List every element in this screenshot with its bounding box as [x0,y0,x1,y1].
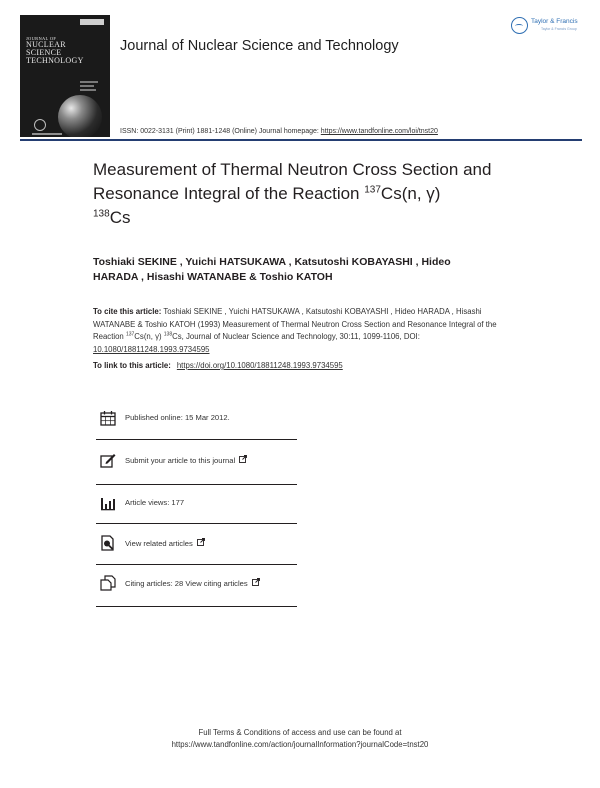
submit-article-text: Submit your article to this journal [125,456,236,465]
divider [96,564,297,565]
citing-articles-icon [100,575,116,591]
citing-articles-text: Citing articles: 28 View citing articles [125,579,248,588]
article-title-superscript-2: 138 [93,208,110,220]
society-seal-icon [34,119,46,131]
link-to-article-line [93,361,343,370]
divider [96,439,297,440]
cover-small-line: JOURNAL OF [26,36,57,41]
cover-title-line-2: SCIENCE [26,48,62,57]
taylor-francis-logo-icon [511,17,528,34]
citation-block [93,306,513,356]
journal-homepage-link[interactable]: https://www.tandfonline.com/loi/tnst20 [320,128,438,135]
journal-cover-image [20,15,110,137]
article-authors: Toshiaki SEKINE , Yuichi HATSUKAWA , Katsutoshi KOBAYASHI , Hideo HARADA , Hisashi WATANABE & Toshio KATOH [93,256,451,283]
citation-label: To cite this article: [93,307,162,316]
publisher-logo-sub: Taylor & Francis Group [541,27,577,31]
citing-articles-item[interactable] [96,573,297,597]
footer [0,727,600,751]
citation-text-a: Toshiaki SEKINE , Yuichi HATSUKAWA , Katsutoshi KOBAYASHI , Hideo HARADA , Hisashi WATANABE & Toshio KATOH (1993) Measurement of Thermal Neutron Cross Section and Resonance Integral of the Reaction [93,307,497,341]
article-title-text-c: Cs [109,208,131,227]
article-views-text: Article views: 177 [125,498,185,507]
published-online-text: Published online: 15 Mar 2012. [125,413,230,422]
article-title-superscript-1: 137 [364,184,381,196]
external-link-icon [197,538,205,546]
external-link-icon [239,455,247,463]
cover-title-line-1: NUCLEAR [26,40,66,49]
article-views-item [96,493,297,517]
citation-superscript-1: 137 [125,331,135,338]
citation-doi-link[interactable]: 10.1080/18811248.1993.9734595 [93,344,210,354]
issn-text: ISSN: 0022-3131 (Print) 1881-1248 (Online) Journal homepage: [120,128,321,135]
edit-icon [100,452,116,468]
issn-line [120,128,438,135]
footer-terms-text: Full Terms & Conditions of access and use can be found at [198,728,402,737]
citation-superscript-2: 138 [163,331,173,338]
article-doi-link[interactable]: https://doi.org/10.1080/18811248.1993.9734595 [176,361,343,370]
citation-text-c: Cs, Journal of Nuclear Science and Technology, 30:11, 1099-1106, DOI: [172,332,420,341]
article-title [93,158,553,230]
published-online-item [96,408,297,432]
citation-text-b: Cs(n, γ) [134,332,164,341]
calendar-icon [100,410,116,426]
divider [96,484,297,485]
link-to-article-label: To link to this article: [93,361,171,370]
divider [96,606,297,607]
header-divider [20,139,582,141]
cover-title-line-3: TECHNOLOGY [26,56,84,65]
publisher-logo-name: Taylor & Francis [531,18,578,25]
external-link-icon [252,578,260,586]
related-articles-icon [100,535,116,551]
footer-terms-link[interactable]: https://www.tandfonline.com/action/journalInformation?journalCode=tnst20 [171,740,429,749]
bar-chart-icon [100,495,116,511]
related-articles-item[interactable] [96,533,297,557]
related-articles-link[interactable] [125,538,205,548]
divider [96,523,297,524]
publisher-logo[interactable] [511,16,583,38]
related-articles-text: View related articles [125,539,193,548]
journal-title: Journal of Nuclear Science and Technology [120,38,399,54]
submit-article-item[interactable] [96,450,297,474]
article-title-text-b: Cs(n, γ) [380,184,441,203]
citing-articles-link[interactable] [125,578,260,588]
article-title-text-a: Measurement of Thermal Neutron Cross Section and Resonance Integral of the Reaction [93,160,492,203]
submit-article-link[interactable] [125,455,247,465]
